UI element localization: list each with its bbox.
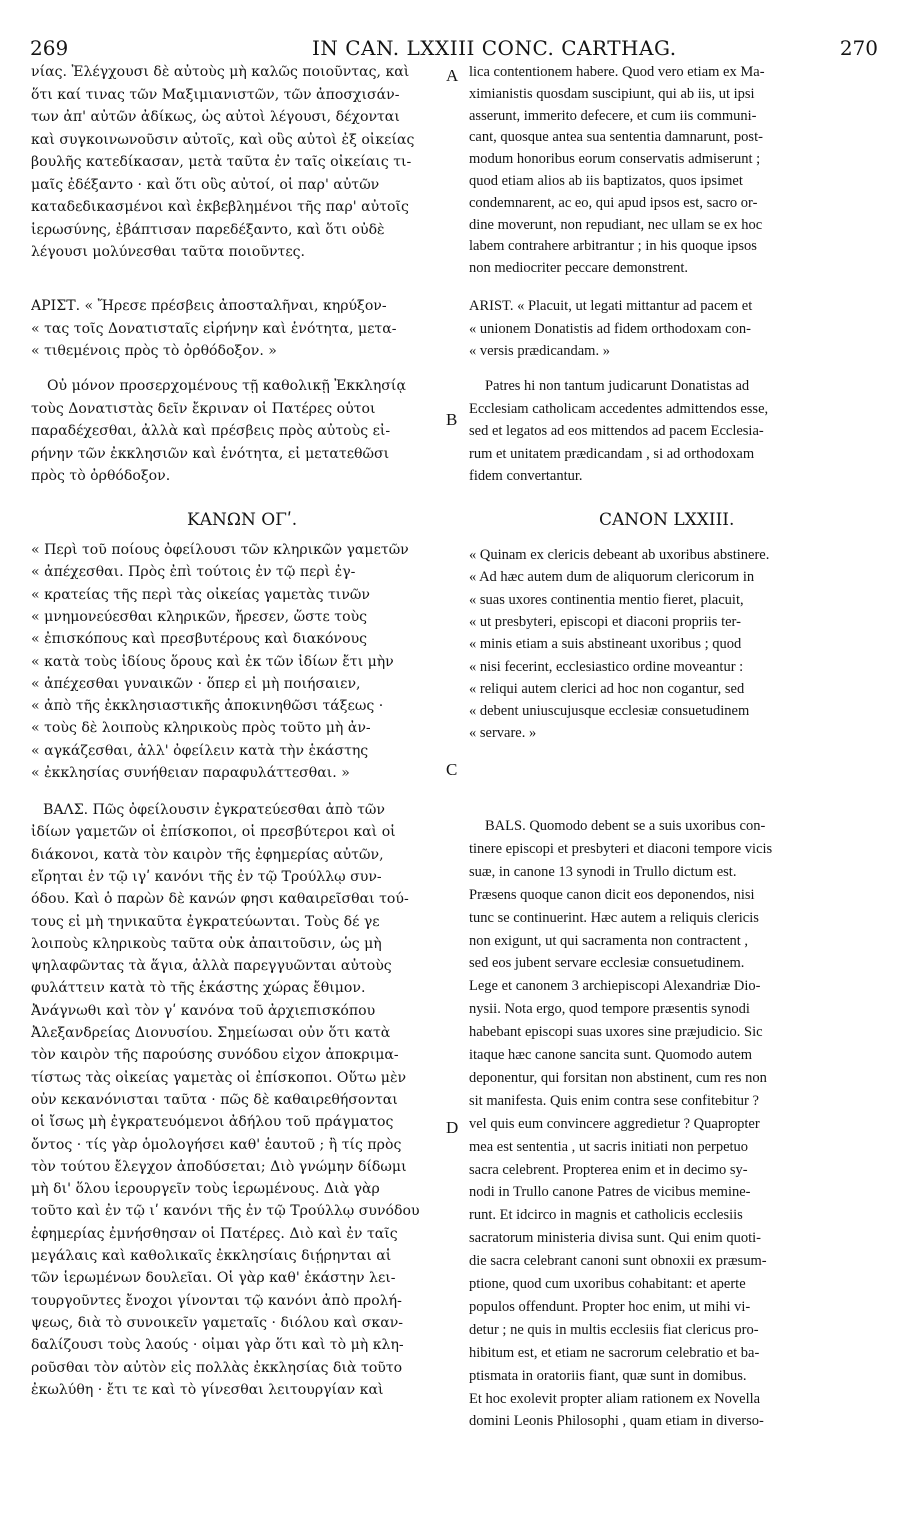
latin-canon-line: « minis etiam a suis abstineant uxoribus ; quod bbox=[469, 636, 742, 653]
greek-bals-line: ροῦσθαι τὸν αὐτὸν εἰς πολλὰς ἐκκλησίας διὰ τοῦτο bbox=[31, 1359, 403, 1376]
latin-bals-line: sacra celebrent. Propterea enim et in decimo sy- bbox=[469, 1161, 748, 1178]
latin-top-line: lica contentionem habere. Quod vero etiam ex Ma- bbox=[469, 64, 765, 80]
greek-bals-line: ἰδίων γαμετῶν οἱ ἐπίσκοποι, οἱ πρεσβύτεροι καὶ οἱ bbox=[31, 824, 396, 841]
greek-bals-line: ΒΑΛΣ. Πῶς ὀφείλουσιν ἐγκρατεύεσθαι ἀπὸ τῶν bbox=[43, 802, 385, 818]
greek-canon-line: « κρατείας τῆς περὶ τὰς οἰκείας γαμετὰς τινῶν bbox=[31, 586, 370, 603]
greek-top-line: βουλῆς κατεδίκασαν, μετὰ ταῦτα ἐν ταῖς οἰκείαις τι- bbox=[31, 154, 412, 170]
latin-comment-line: sed et legatos ad eos mittendos ad pacem Ecclesia- bbox=[469, 423, 764, 439]
latin-bals-line: Lege et canonem 3 archiepiscopi Alexandriæ Dio- bbox=[469, 978, 761, 995]
latin-canon-line: « servare. » bbox=[469, 725, 537, 742]
greek-top-line: καὶ συγκοινωνοῦσιν αὐτοῖς, καὶ οὓς αὐτοὶ ἐξ οἰκείας bbox=[31, 131, 415, 148]
greek-bals-line: Ἀνάγνωθι καὶ τὸν γʹ κανόνα τοῦ ἀρχιεπισκόπου bbox=[31, 1002, 376, 1019]
greek-canon-title: ΚΑΝΩΝ ΟΓʹ. bbox=[187, 510, 298, 530]
latin-bals-line: deponentur, qui forsitan non abstinent, cum res non bbox=[469, 1069, 767, 1086]
latin-bals-line: runt. Et idcirco in magnis et catholicis ecclesiis bbox=[469, 1207, 743, 1224]
latin-bals-line: sacratorum ministeria divisa sunt. Qui enim quoti- bbox=[469, 1230, 761, 1247]
latin-top-line: labem contrahere arbitrantur ; in his quoque ipsos bbox=[469, 238, 757, 255]
latin-top-line: quod etiam alios ab iis baptizatos, quos ipsimet bbox=[469, 173, 743, 189]
greek-bals-line: τὸν καιρὸν τῆς παρούσης συνόδου εἶχον ἀποκριμα- bbox=[31, 1047, 399, 1064]
latin-bals-line: non exigunt, ut qui sacramenta non contractent , bbox=[469, 932, 749, 949]
greek-bals-line: διάκονοι, κατὰ τὸν καιρὸν τῆς ἐφημερίας αὐτῶν, bbox=[31, 846, 384, 863]
greek-bals-line: φυλάττειν κατὰ τὸ τῆς ἑκάστης χώρας ἔθιμον. bbox=[31, 980, 366, 997]
latin-bals-line: die sacra celebrant canoni sunt obnoxii ex præsum- bbox=[469, 1253, 767, 1270]
greek-canon-line: « τοὺς δὲ λοιποὺς κληρικοὺς πρὸς τοῦτο μὴ ἀν- bbox=[31, 720, 371, 737]
greek-bals-line: όδου. Καὶ ὁ παρὼν δὲ κανών φησι καθαιρεῖσθαι τού- bbox=[31, 891, 409, 908]
margin-marker-b: B bbox=[446, 410, 458, 429]
latin-bals-line: tunc se continuerint. Hæc autem a reliquis clericis bbox=[469, 909, 759, 926]
greek-arist-line: « τας τοῖς Δονατισταῖς εἰρήνην καὶ ἑνότητα, μετα- bbox=[31, 320, 397, 337]
latin-canon-line: « Ad hæc autem dum de aliquorum clericorum in bbox=[469, 569, 755, 586]
greek-bals-line: λοιποὺς κληρικοὺς ταῦτα οὐκ ἀπαιτοῦσιν, ὡς μὴ bbox=[31, 935, 382, 952]
greek-bals-line: τουργοῦντες ἔνοχοι γίνονται τῷ κανόνι ἀπὸ προλή- bbox=[31, 1292, 402, 1309]
latin-canon-line: « Quinam ex clericis debeant ab uxoribus abstinere. bbox=[469, 547, 770, 563]
greek-bals-line: τίστως τὰς οἰκείας γαμετὰς οἱ ἐπίσκοποι. Οὕτω μὲν bbox=[31, 1069, 407, 1086]
greek-bals-line: ἐφημερίας ἐμνήσθησαν οἱ Πατέρες. Διὸ καὶ ἐν ταῖς bbox=[31, 1225, 398, 1242]
page-header bbox=[30, 36, 878, 60]
greek-canon-line: « ἐκκλησίας συνήθειαν παραφυλάττεσθαι. » bbox=[31, 765, 350, 781]
latin-bals-line: BALS. Quomodo debent se a suis uxoribus con- bbox=[485, 818, 766, 834]
latin-top-line: asserunt, immerito defecere, et cum iis communi- bbox=[469, 107, 757, 124]
greek-canon-line: « αγκάζεσθαι, ἀλλ' ὀφείλειν κατὰ τὴν ἑκάστης bbox=[31, 742, 369, 759]
latin-bals-line: domini Leonis Philosophi , quam etiam in diverso- bbox=[469, 1413, 764, 1430]
latin-top-line: dine moverunt, non repudiant, nec ullam se ex hoc bbox=[469, 216, 763, 233]
greek-comment-line: Οὐ μόνον προσερχομένους τῇ καθολικῇ Ἐκκλησίᾳ bbox=[47, 378, 406, 394]
greek-bals-line: Ἀλεξανδρείας Διονυσίου. Σημείωσαι οὖν ὅτι κατὰ bbox=[31, 1025, 391, 1041]
margin-marker-c: C bbox=[446, 760, 458, 779]
greek-canon-line: « κατὰ τοὺς ἰδίους ὅρους καὶ ἐκ τῶν ἰδίων ἔτι μὴν bbox=[31, 653, 394, 670]
latin-bals-line: suæ, in canone 13 synodi in Trullo dictum est. bbox=[469, 863, 737, 880]
greek-bals-line: οἱ ἴσως μὴ ἐγκρατευόμενοι ἀδήλου τοῦ πράγματος bbox=[31, 1114, 394, 1131]
greek-bals-line: τὸν τούτου ἔλεγχον ἀποδύσεται; Διὸ γνώμην δίδωμι bbox=[31, 1158, 407, 1175]
margin-marker-a: A bbox=[446, 66, 459, 85]
greek-top-line: λέγουσι μολύνεσθαι ταῦτα ποιοῦντες. bbox=[31, 244, 306, 260]
greek-top-line: καταδεδικασμένοι καὶ ἐκβεβλημένοι τῆς παρ' αὐτοῖς bbox=[31, 199, 409, 215]
latin-bals-line: vel quis eum convincere aggredietur ? Quapropter bbox=[469, 1115, 760, 1132]
greek-top-line: ἱερωσύνης, ἐβάπτισαν παρεδέξαντο, καὶ ὅτι οὐδὲ bbox=[31, 221, 385, 238]
latin-top-line: cant, quosque antea sua sententia damnarunt, post- bbox=[469, 129, 763, 146]
latin-canon-line: « debent uniuscujusque ecclesiæ consuetudinem bbox=[469, 703, 750, 720]
latin-canon-title: CANON LXXIII. bbox=[599, 510, 735, 530]
greek-top-line: νίας. Ἐλέγχουσι δὲ αὐτοὺς μὴ καλῶς ποιοῦντας, καὶ bbox=[31, 64, 410, 80]
latin-bals-line: sed eos jubent servare ecclesiæ consuetudinem. bbox=[469, 955, 745, 972]
greek-bals-line: οὖν κεκανόνισται ταῦτα · πῶς δὲ καθαιρεθήσονται bbox=[31, 1091, 398, 1108]
latin-bals-line: Præsens quoque canon dicit eos deponendos, nisi bbox=[469, 886, 755, 903]
latin-bals-line: mea est sententia , ut sacris initiati non perpetuo bbox=[469, 1138, 749, 1155]
latin-bals-line: tinere episcopi et presbyteri et diaconi tempore vicis bbox=[469, 840, 773, 857]
greek-bals-line: ψεως, διὰ τὸ συνοικεῖν γαμεταῖς · διόλου καὶ σκαν- bbox=[31, 1314, 404, 1331]
greek-bals-line: μεγάλαις καὶ καθολικαῖς ἐκκλησίαις διῄρηνται αἱ bbox=[31, 1248, 392, 1264]
latin-bals-line: hibitum est, et etiam ne sacrorum celebratio et ba- bbox=[469, 1344, 760, 1361]
greek-canon-line: « ἐπισκόπους καὶ πρεσβυτέρους καὶ διακόνους bbox=[31, 631, 368, 648]
page-number-left: 269 bbox=[30, 36, 69, 60]
greek-bals-line: δαλίζουσι τοὺς λαούς · οἶμαι γὰρ ὅτι καὶ τὸ μὴ κλη- bbox=[31, 1337, 404, 1354]
greek-arist-line: « τιθεμένοις πρὸς τὸ ὀρθόδοξον. » bbox=[31, 343, 277, 359]
latin-bals-line: Et hoc exolevit propter aliam rationem ex Novella bbox=[469, 1390, 761, 1407]
latin-top-line: condemnarent, ac eo, qui apud ipsos est, sacro or- bbox=[469, 194, 758, 211]
latin-canon-line: « reliqui autem clerici ad hoc non cogantur, sed bbox=[469, 680, 745, 697]
latin-bals-line: nysii. Nota ergo, quod tempore præsentis synodi bbox=[469, 1001, 750, 1018]
latin-comment-line: Ecclesiam catholicam accedentes admittendos esse, bbox=[469, 400, 769, 417]
greek-comment-line: τοὺς Δονατιστὰς δεῖν ἔκριναν οἱ Πατέρες οὗτοι bbox=[31, 400, 376, 417]
greek-bals-line: εἴρηται ἐν τῷ ιγʹ κανόνι τῆς ἐν τῷ Τρούλλῳ συν- bbox=[31, 868, 382, 885]
margin-marker-d: D bbox=[446, 1118, 459, 1137]
latin-top-line: modum honoribus eorum conservatis admiserunt ; bbox=[469, 151, 761, 168]
greek-bals-line: τοῦτο καὶ ἐν τῷ ιʹ κανόνι τῆς ἐν τῷ Τρούλλῳ συνόδου bbox=[31, 1203, 420, 1220]
greek-comment-line: πρὸς τὸ ὀρθόδοξον. bbox=[31, 468, 171, 484]
greek-comment-line: παραδέχεσθαι, ἀλλὰ καὶ πρέσβεις πρὸς αὐτοὺς εἰ- bbox=[31, 423, 391, 439]
greek-arist-line: ΑΡΙΣΤ. « Ἤρεσε πρέσβεις ἀποσταλῆναι, κηρύξον- bbox=[31, 298, 387, 314]
latin-bals-line: habebant episcopi suas uxores sine præjudicio. Sic bbox=[469, 1024, 763, 1041]
greek-comment-line: ρήνην τῶν ἐκκλησιῶν καὶ ἑνότητα, εἰ μετατεθῶσι bbox=[31, 445, 390, 462]
greek-bals-line: ψηλαφῶντας τὰ ἅγια, ἀλλὰ παρεγγυῶνται αὐτοὺς bbox=[31, 958, 392, 975]
greek-bals-line: ὄντος · τίς γὰρ ὁμολογήσει καθ' ἑαυτοῦ ; ἢ τίς πρὸς bbox=[31, 1136, 402, 1153]
greek-canon-line: « ἀπέχεσθαι γυναικῶν · ὅπερ εἰ μὴ ποιήσαιεν, bbox=[31, 675, 361, 692]
greek-bals-line: ἐκωλύθη · ἔτι τε καὶ τὸ γίνεσθαι λειτουργίαν καὶ bbox=[31, 1381, 384, 1398]
greek-bals-line: μὴ δι' ὅλου ἱερουργεῖν τοὺς ἱερωμένους. Διὰ γὰρ bbox=[31, 1181, 380, 1198]
latin-bals-line: ptismata in oratoriis fiant, quæ sunt in domibus. bbox=[469, 1367, 747, 1384]
greek-canon-line: « Περὶ τοῦ ποίους ὀφείλουσι τῶν κληρικῶν γαμετῶν bbox=[31, 542, 409, 558]
greek-top-line: μαῖς ἐδέξαντο · καὶ ὅτι οὓς αὐτοί, οἱ παρ' αὐτῶν bbox=[31, 176, 380, 193]
latin-bals-line: nodi in Trullo canone Patres de vicibus memine- bbox=[469, 1184, 751, 1201]
greek-canon-line: « μνημονεύεσθαι κληρικῶν, ἤρεσεν, ὥστε τοὺς bbox=[31, 608, 368, 625]
latin-comment-line: fidem convertantur. bbox=[469, 468, 583, 484]
latin-canon-line: « suas uxores continentia mentio fieret, placuit, bbox=[469, 591, 744, 608]
latin-arist-line: ARIST. « Placuit, ut legati mittantur ad pacem et bbox=[469, 298, 753, 314]
latin-top-line: ximianistis quosdam suscipiunt, qui ab iis, ut ipsi bbox=[469, 85, 755, 102]
latin-comment-line: rum et unitatem prædicandam , si ad orthodoxam bbox=[469, 445, 755, 462]
greek-bals-line: τους εἰ μὴ τηνικαῦτα ἐγκρατεύωνται. Τοὺς δέ γε bbox=[31, 913, 380, 930]
greek-canon-line: « ἀπέχεσθαι. Πρὸς ἐπὶ τούτοις ἐν τῷ περὶ ἐγ- bbox=[31, 564, 356, 581]
greek-canon-line: « ἀπὸ τῆς ἐκκλησιαστικῆς ἀποκινηθῶσι τάξεως · bbox=[31, 698, 384, 715]
greek-bals-line: τῶν ἱερωμένων δουλεῖαι. Οἱ γὰρ καθ' ἑκάστην λει- bbox=[31, 1270, 396, 1287]
latin-top-line: non mediocriter peccare demonstrent. bbox=[469, 260, 689, 277]
latin-bals-line: detur ; ne quis in multis ecclesiis fiat clericus pro- bbox=[469, 1321, 759, 1338]
greek-top-line: ὅτι καί τινας τῶν Μαξιμιανιστῶν, τῶν ἀποσχισάν- bbox=[31, 86, 400, 103]
greek-top-line: των ἀπ' αὐτῶν ἀδίκως, ὡς αὐτοὶ λέγουσι, δέχονται bbox=[31, 109, 400, 125]
latin-bals-line: populos offendunt. Propter hoc enim, ut mihi vi- bbox=[469, 1298, 751, 1315]
running-title: IN CAN. LXXIII CONC. CARTHAG. bbox=[312, 36, 677, 60]
latin-bals-line: ptione, quod cum uxoribus cohabitant: et aperte bbox=[469, 1276, 746, 1292]
latin-comment-line: Patres hi non tantum judicarunt Donatistas ad bbox=[485, 378, 750, 394]
latin-canon-line: « nisi fecerint, ecclesiastico ordine moveantur : bbox=[469, 658, 744, 675]
latin-arist-line: « unionem Donatistis ad fidem orthodoxam con- bbox=[469, 320, 751, 337]
page-number-right: 270 bbox=[839, 36, 878, 60]
latin-bals-line: itaque hæc canone sancita sunt. Quomodo autem bbox=[469, 1047, 753, 1063]
latin-arist-line: « versis prædicandam. » bbox=[469, 343, 610, 359]
latin-canon-line: « ut presbyteri, episcopi et diaconi propriis ter- bbox=[469, 613, 741, 630]
latin-bals-line: sit manifesta. Quis enim contra sese confitebitur ? bbox=[469, 1092, 759, 1109]
